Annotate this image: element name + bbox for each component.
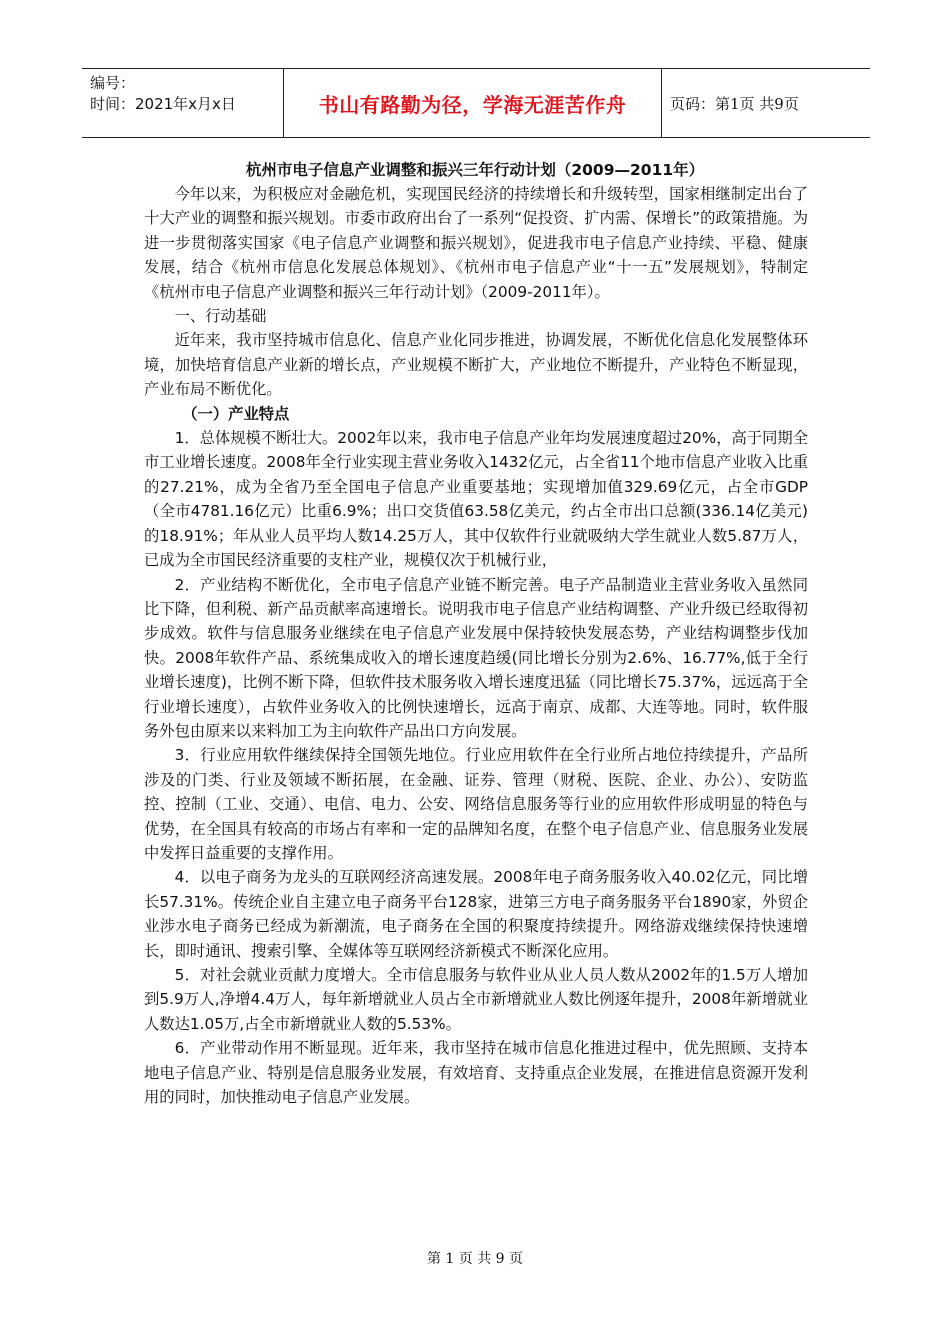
paragraph-item-1: 1．总体规模不断壮大。2002年以来，我市电子信息产业年均发展速度超过20%，高于同期全市工业增长速度。2008年全行业实现主营业务收入1432亿元，占全省11个地市信息产业收入比重的27.21%，成为全省乃至全国电子信息产业重要基地；实现增加值329.69亿元，占全市GDP（全市4781.16亿元）比重6.9%；出口交货值63.58亿美元，约占全市出口总额(336.14亿美元)的18.91%；年从业人员平均人数14.25万人，其中仅软件行业就吸纳大学生就业人数5.87万人，已成为全市国民经济重要的支柱产业，规模仅次于机械行业，	[144, 429, 808, 570]
section-heading-foundation: 一、行动基础	[174, 307, 267, 326]
subsection-heading-features: （一）产业特点	[182, 404, 290, 423]
paragraph-foundation: 近年来，我市坚持城市信息化、信息产业化同步推进，协调发展，不断优化信息化发展整体环境，加快培育信息产业新的增长点，产业规模不断扩大，产业地位不断提升，产业特色不断显现，产业布局不断优化。	[144, 331, 808, 399]
header-motto: 书山有路勤为径，学海无涯苦作舟	[284, 69, 662, 137]
paragraph-item-4: 4．以电子商务为龙头的互联网经济高速发展。2008年电子商务服务收入40.02亿元，同比增长57.31%。传统企业自主建立电子商务平台128家，进第三方电子商务服务平台1890家，外贸企业涉水电子商务已经成为新潮流，电子商务在全国的积聚度持续提升。网络游戏继续保持快速增长，即时通讯、搜索引擎、全媒体等互联网经济新模式不断深化应用。	[144, 868, 808, 960]
document-title: 杭州市电子信息产业调整和振兴三年行动计划（2009—2011年）	[245, 161, 705, 179]
header-page-info: 页码：第1页 共9页	[670, 94, 799, 113]
document-body	[144, 182, 808, 1109]
number-label: 编号：	[90, 74, 136, 92]
paragraph-item-5: 5．对社会就业贡献力度增大。全市信息服务与软件业从业人员人数从2002年的1.5万人增加到5.9万人,净增4.4万人，每年新增就业人员占全市新增就业人数比例逐年提升，2008年新增就业人数达1.05万,占全市新增就业人数的5.53%。	[144, 966, 808, 1033]
page-header	[82, 68, 870, 138]
time-label: 时间：2021年x月x日	[90, 95, 236, 113]
paragraph-item-2: 2．产业结构不断优化，全市电子信息产业链不断完善。电子产品制造业主营业务收入虽然同比下降，但利税、新产品贡献率高速增长。说明我市电子信息产业结构调整、产业升级已经取得初步成效。软件与信息服务业继续在电子信息产业发展中保持较快发展态势，产业结构调整步伐加快。2008年软件产品、系统集成收入的增长速度趋缓(同比增长分别为2.6%、16.77%,低于全行业增长速度)，比例不断下降，但软件技术服务收入增长速度迅猛（同比增长75.37%，远远高于全行业增长速度），占软件业务收入的比例快速增长，远高于南京、成都、大连等地。同时，软件服务外包由原来以来料加工为主向软件产品出口方向发展。	[144, 575, 808, 740]
page-footer: 第 1 页 共 9 页	[426, 1251, 524, 1267]
paragraph-item-6: 6．产业带动作用不断显现。近年来，我市坚持在城市信息化推进过程中，优先照顾、支持本地电子信息产业、特别是信息服务业发展，有效培育、支持重点企业发展，在推进信息资源开发利用的同时，加快推动电子信息产业发展。	[144, 1039, 808, 1107]
paragraph-item-3: 3．行业应用软件继续保持全国领先地位。行业应用软件在全行业所占地位持续提升，产品所涉及的门类、行业及领域不断拓展，在金融、证券、管理（财税、医院、企业、办公）、安防监控、控制（工业、交通）、电信、电力、公安、网络信息服务等行业的应用软件形成明显的特色与优势，在全国具有较高的市场占有率和一定的品牌知名度，在整个电子信息产业、信息服务业发展中发挥日益重要的支撑作用。	[144, 746, 808, 862]
paragraph-intro: 今年以来，为积极应对金融危机，实现国民经济的持续增长和升级转型，国家相继制定出台了十大产业的调整和振兴规划。市委市政府出台了一系列“促投资、扩内需、保增长”的政策措施。为进一步贯彻落实国家《电子信息产业调整和振兴规划》，促进我市电子信息产业持续、平稳、健康发展，结合《杭州市信息化发展总体规划》、《杭州市电子信息产业“十一五”发展规划》，特制定《杭州市电子信息产业调整和振兴三年行动计划》（2009-2011年）。	[144, 185, 808, 301]
header-meta	[82, 69, 284, 137]
